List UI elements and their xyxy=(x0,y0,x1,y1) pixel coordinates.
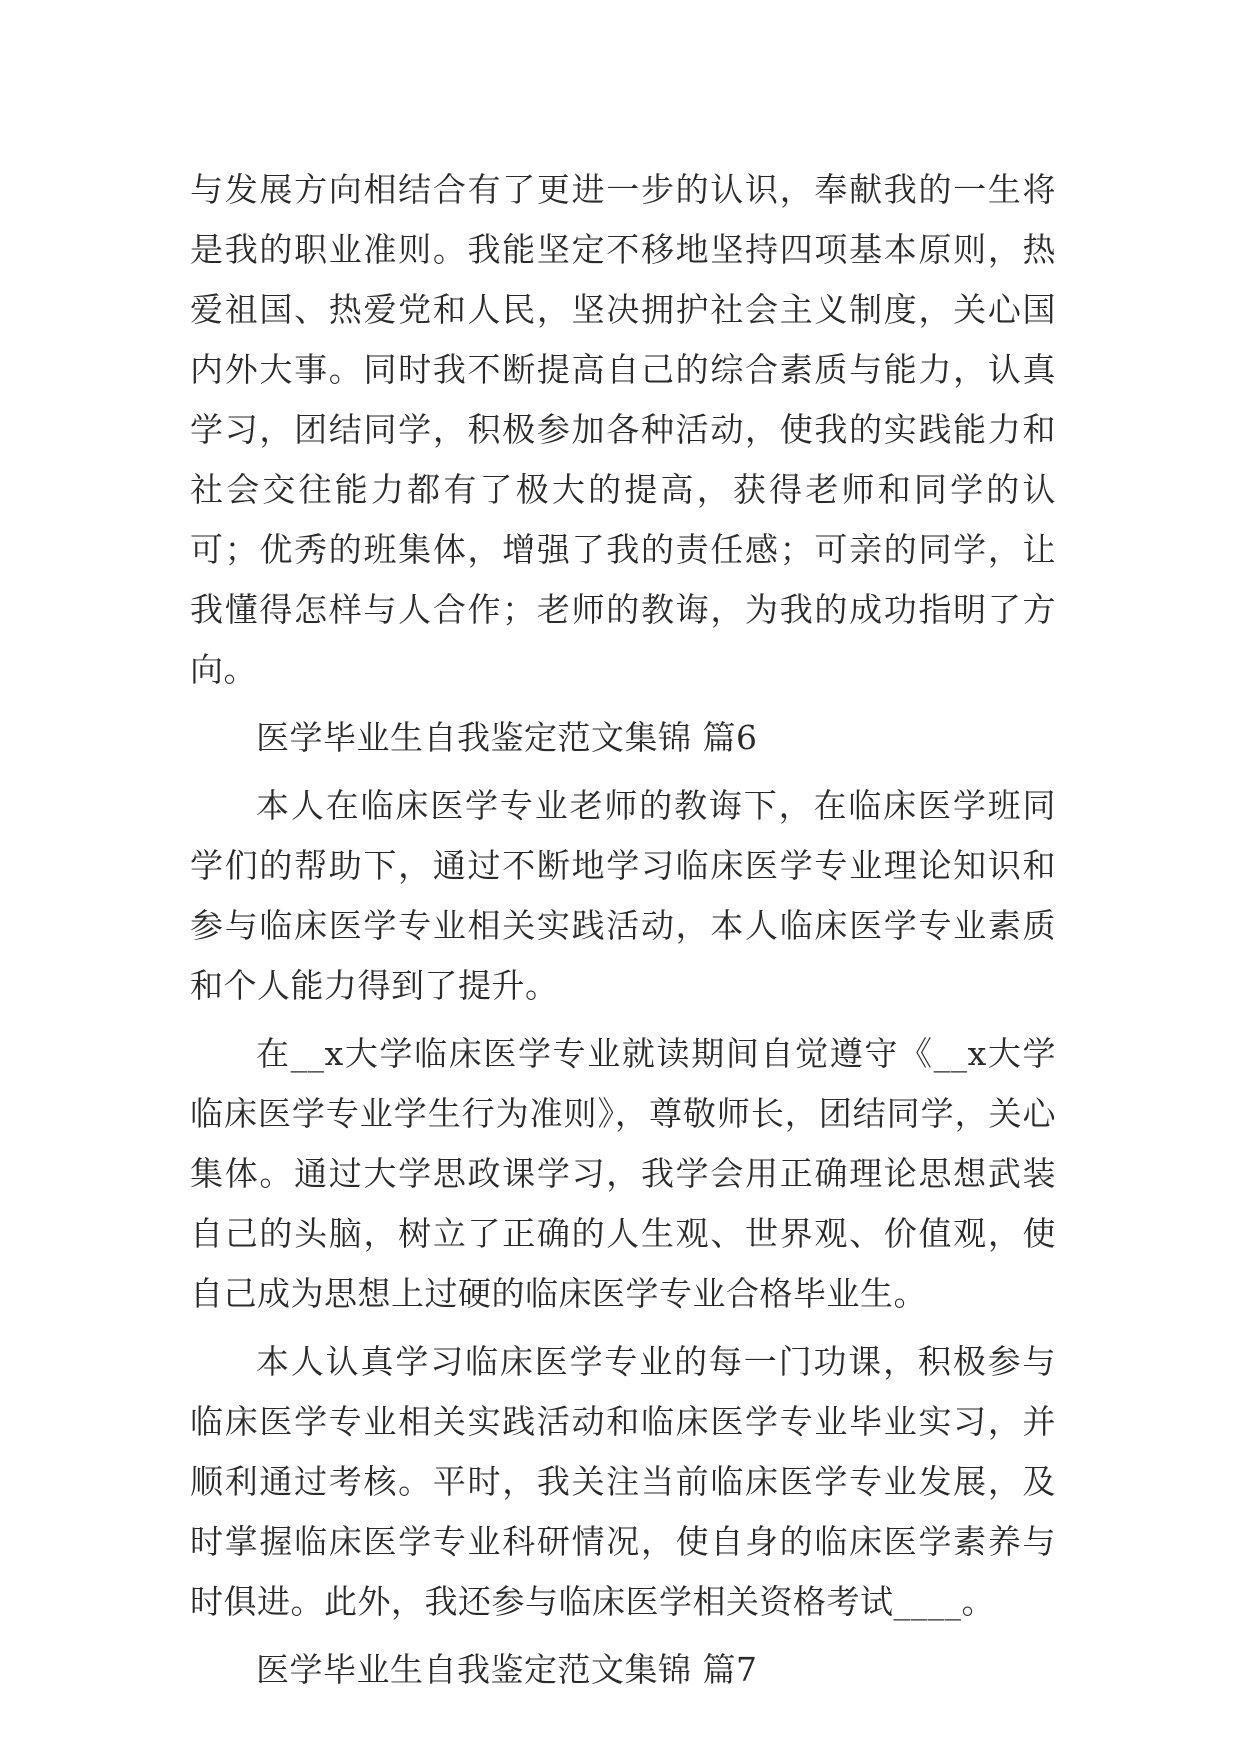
paragraph-study: 本人认真学习临床医学专业的每一门功课，积极参与临床医学专业相关实践活动和临床医学专业毕业实习，并顺利通过考核。平时，我关注当前临床医学专业发展，及时掌握临床医学专业科研情况，使自身的临床医学素养与时俱进。此外，我还参与临床医学相关资格考试____。 xyxy=(190,1342,1056,1621)
paragraph-conduct: 在__x大学临床医学专业就读期间自觉遵守《__x大学临床医学专业学生行为准则》，尊敬师长，团结同学，关心集体。通过大学思政课学习，我学会用正确理论思想武装自己的头脑，树立了正确的人生观、世界观、价值观，使自己成为思想上过硬的临床医学专业合格毕业生。 xyxy=(190,1034,1056,1313)
document-body xyxy=(190,160,1056,1700)
section-heading-7: 医学毕业生自我鉴定范文集锦 篇7 xyxy=(256,1650,758,1689)
paragraph-continuation: 与发展方向相结合有了更进一步的认识，奉献我的一生将是我的职业准则。我能坚定不移地坚持四项基本原则，热爱祖国、热爱党和人民，坚决拥护社会主义制度，关心国内外大事。同时我不断提高自己的综合素质与能力，认真学习，团结同学，积极参加各种活动，使我的实践能力和社会交往能力都有了极大的提高，获得老师和同学的认可；优秀的班集体，增强了我的责任感；可亲的同学，让我懂得怎样与人合作；老师的教诲，为我的成功指明了方向。 xyxy=(190,170,1056,689)
paragraph-intro: 本人在临床医学专业老师的教诲下，在临床医学班同学们的帮助下，通过不断地学习临床医学专业理论知识和参与临床医学专业相关实践活动，本人临床医学专业素质和个人能力得到了提升。 xyxy=(190,786,1056,1005)
section-heading-6: 医学毕业生自我鉴定范文集锦 篇6 xyxy=(256,718,758,757)
